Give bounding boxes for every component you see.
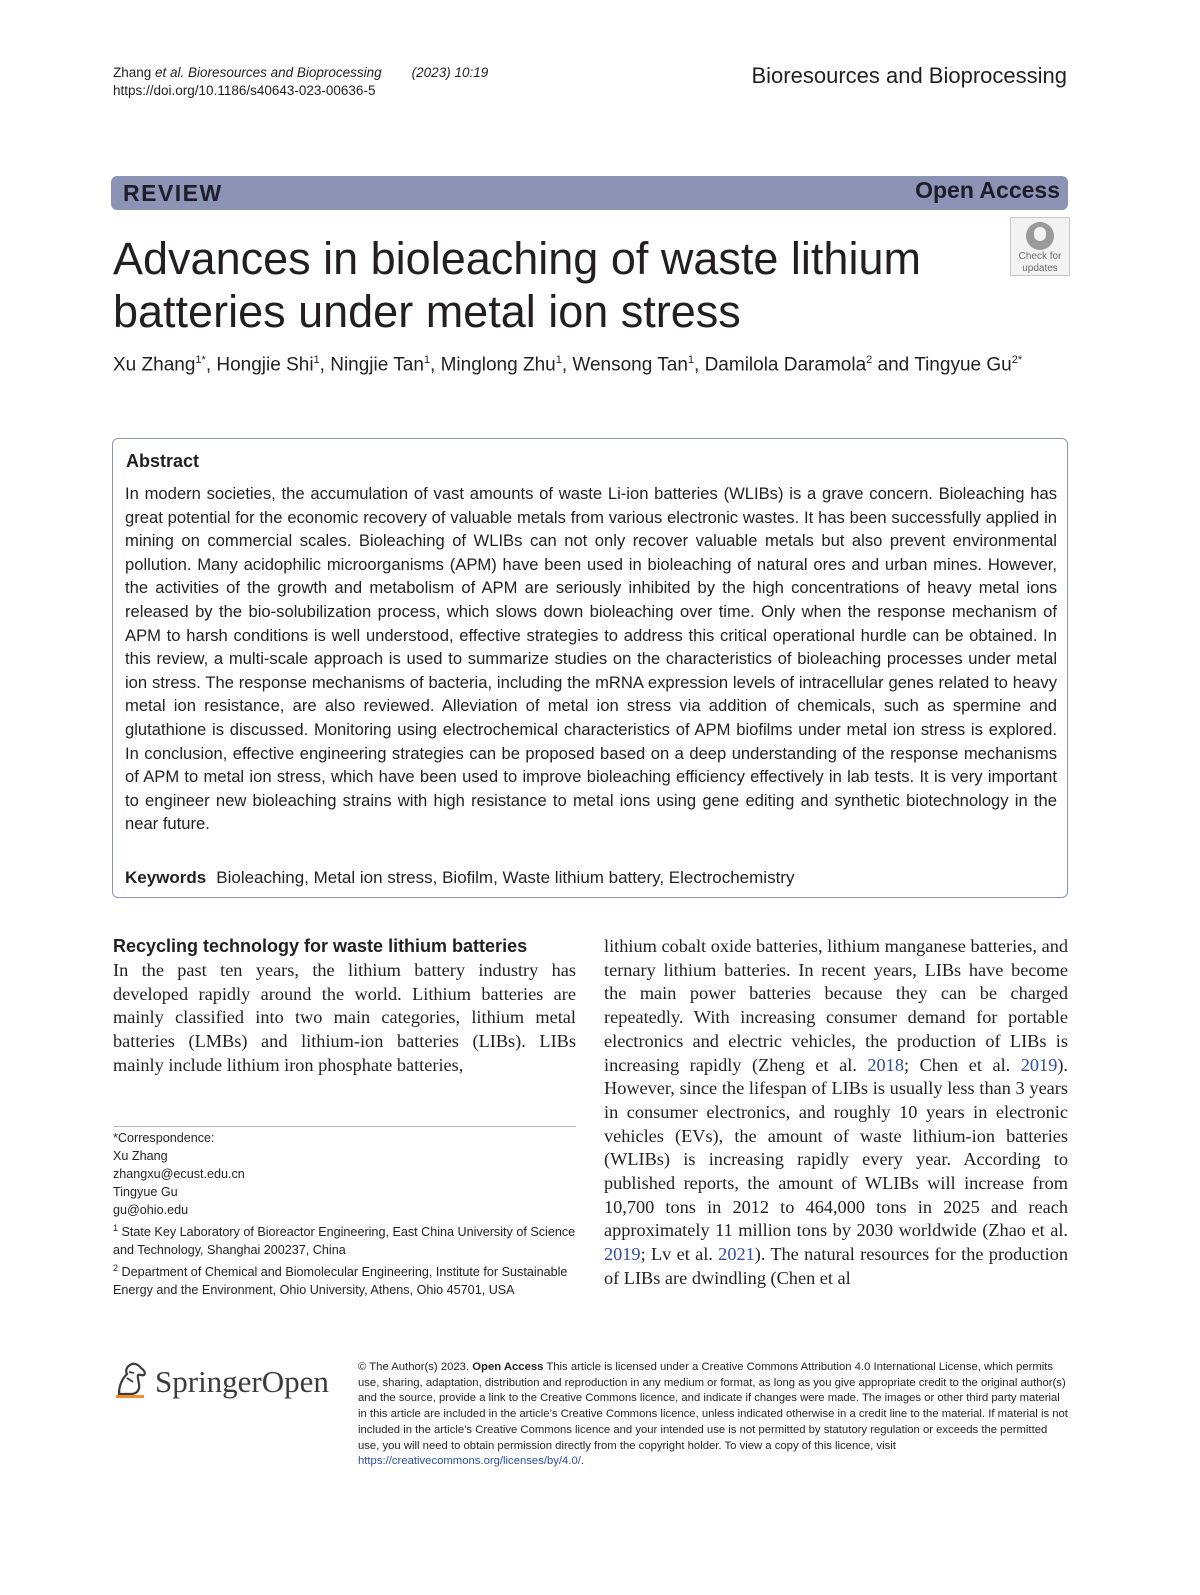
affiliation-2 (113, 1259, 576, 1299)
citation-link[interactable]: 2019 (604, 1244, 641, 1265)
doi-link[interactable]: https://doi.org/10.1186/s40643-023-00636-5 (113, 83, 376, 98)
check-updates-line2: updates (1022, 263, 1058, 274)
article-title: Advances in bioleaching of waste lithium batteries under metal ion stress (113, 233, 921, 337)
correspondence-footnotes (113, 1129, 576, 1299)
correspondence-label: *Correspondence: (113, 1131, 215, 1145)
publisher-name: Springer (155, 1364, 262, 1399)
author-affiliation: 2* (1011, 354, 1023, 366)
body-text: ; Chen et al. (903, 1054, 1021, 1075)
publisher-suffix: Open (261, 1364, 329, 1399)
open-access-bold: Open Access (472, 1361, 544, 1373)
license-text (358, 1360, 1070, 1470)
keywords (125, 868, 794, 888)
footnote-divider (113, 1126, 576, 1127)
springer-open-logo (113, 1360, 343, 1402)
author-name[interactable]: Ningjie Tan (330, 354, 424, 376)
author-affiliation: 1 (687, 354, 695, 366)
citation-link[interactable]: 2021 (718, 1244, 755, 1265)
author-affiliation: 2 (866, 354, 873, 366)
author-affiliation: 1* (195, 354, 206, 366)
correspondent-email[interactable]: zhangxu@ecust.edu.cn (113, 1167, 245, 1181)
citation-link[interactable]: 2019 (1020, 1054, 1058, 1075)
copyright: © The Author(s) 2023. (358, 1361, 473, 1373)
author-name[interactable]: Wensong Tan (572, 354, 688, 376)
body-text: lithium cobalt oxide batteries, lithium manganese batteries, and ternary lithium batteries. In recent years, LIBs have become the main power batteries because they can be charged repeatedly. With increasing consumer demand for portable electronics and electric vehicles, the production of LIBs is increasing rapidly (Zheng et al. (604, 936, 1068, 1075)
author-name[interactable]: Minglong Zhu (440, 354, 556, 376)
author-affiliation: 1 (423, 354, 431, 366)
article-type: REVIEW (123, 180, 223, 206)
author-affiliation: 1 (555, 354, 562, 366)
check-for-updates-button[interactable] (1010, 217, 1070, 276)
article-type-banner (111, 176, 1068, 210)
citation-author: Zhang (113, 65, 156, 80)
abstract-text: In modern societies, the accumulation of vast amounts of waste Li-ion batteries (WLIBs) is a grave concern. Bioleaching has great potential for the economic recovery of valuable metals from various electronic wastes. It has been successfully applied in mining on commercial scales. Bioleaching of WLIBs can not only recover valuable metals but also prevent environmental pollution. Many acidophilic microorganisms (APM) have been used in bioleaching of natural ores and urban mines. However, the activities of the growth and metabolism of APM are seriously inhibited by the high concentrations of heavy metal ions released by the bio-solubilization process, which slows down bioleaching over time. Only when the response mechanism of APM to harsh conditions is well understood, effective strategies to address this critical operational hurdle can be obtained. In this review, a multi-scale approach is used to summarize studies on the characteristics of bioleaching processes under metal ion stress. The response mechanisms of bacteria, including the mRNA expression levels of intracellular genes related to heavy metal ion resistance, are also reviewed. Alleviation of metal ion stress via addition of chemicals, such as spermine and glutathione is discussed. Monitoring using electrochemical characteristics of APM biofilms under metal ion stress is explored. In conclusion, effective engineering strategies can be proposed based on a deep understanding of the response mechanisms of APM to metal ion stress, which have been used to improve bioleaching efficiency effectively in lab tests. It is very important to engineer new bioleaching strains with high resistance to metal ions using gene editing and synthetic biotechnology in the near future. (125, 484, 1057, 834)
affiliation-text: State Key Laboratory of Bioreactor Engineering, East China University of Science and Technology, Shanghai 200237, China (113, 1225, 576, 1258)
open-access-label: Open Access (915, 177, 1060, 203)
check-updates-line1: Check for (1018, 251, 1062, 262)
correspondent-name: Xu Zhang (113, 1149, 168, 1163)
author-affiliation: 1 (313, 354, 320, 366)
body-text: ). However, since the lifespan of LIBs is usually less than 3 years in consumer electronics, and roughly 10 years in electronic vehicles (EVs), the amount of waste lithium-ion batteries (WLIBs) is increasing rapidly every year. According to published reports, the amount of WLIBs will increase from 10,700 tons in 2012 to 464,000 tons in 2025 and reach approximately 11 million tons by 2030 worldwide (Zhao et al. (604, 1054, 1068, 1241)
journal-name: Bioresources and Bioprocessing (751, 63, 1067, 88)
affiliation-number: 1 (113, 1223, 119, 1233)
section-heading: Recycling technology for waste lithium batteries (113, 936, 528, 956)
license-body: This article is licensed under a Creative Commons Attribution 4.0 International License, which permits use, sharing, adaptation, distribution and reproduction in any medium or format, as long as you give appropriate credit to the original author(s) and the source, provide a link to the Creative Commons licence, and indicate if changes were made. The images or other third party material in this article are included in the article’s Creative Commons licence, unless indicated otherwise in a credit line to the material. If material is not included in the article’s Creative Commons licence and your intended use is not permitted by statutory regulation or exceeds the permitted use, you will need to obtain permission directly from the copyright holder. To view a copy of this licence, visit (358, 1361, 1068, 1452)
springer-horse-icon (113, 1360, 149, 1400)
citation-link[interactable]: 2018 (867, 1054, 904, 1075)
body-text: ). The natural resources for the production of LIBs are dwindling (Chen et al (604, 1244, 1069, 1288)
citation-year: (2023) 10:19 (411, 65, 489, 80)
citation-header (113, 64, 488, 100)
body-text-left: In the past ten years, the lithium battery industry has developed rapidly around the world. Lithium batteries are mainly classified into two main categories, lithium metal batteries (LMBs) and lithium-ion batteries (LIBs). LIBs mainly include lithium iron phosphate batteries, (113, 960, 576, 1075)
body-text-right (604, 935, 1068, 1291)
abstract-heading: Abstract (126, 451, 200, 471)
affiliation-1 (113, 1219, 576, 1259)
author-name[interactable]: Xu Zhang (113, 354, 196, 376)
author-name[interactable]: Damilola Daramola (704, 354, 867, 376)
correspondent-name: Tingyue Gu (113, 1185, 178, 1199)
author-list: Xu Zhang$^{1*}$, Hongjie Shi$^1$, Ningjie Tan$^1$, Minglong Zhu$^1$, Wensong Tan$^1$, Damilola Daramola$^2$ and Tingyue $Gu^{2*}$ (113, 354, 1023, 376)
author-name[interactable]: Hongjie Shi (216, 354, 314, 376)
license-link[interactable]: https://creativecommons.org/licenses/by/4.0/ (358, 1455, 581, 1468)
body-text: ; Lv et al. (640, 1244, 719, 1265)
author-name[interactable]: Tingyue Gu (914, 354, 1012, 376)
affiliation-text: Department of Chemical and Biomolecular Engineering, Institute for Sustainable Energy and the Environment, Ohio University, Athens, Ohio 45701, USA (113, 1265, 568, 1298)
keywords-list: Bioleaching, Metal ion stress, Biofilm, Waste lithium battery, Electrochemistry (216, 868, 795, 887)
citation-journal: et al. Bioresources and Bioprocessing (155, 65, 382, 80)
license-end: . (580, 1455, 585, 1468)
keywords-label: Keywords (125, 868, 207, 887)
correspondent-email[interactable]: gu@ohio.edu (113, 1203, 189, 1217)
affiliation-number: 2 (113, 1263, 119, 1274)
check-updates-icon (1026, 222, 1054, 250)
